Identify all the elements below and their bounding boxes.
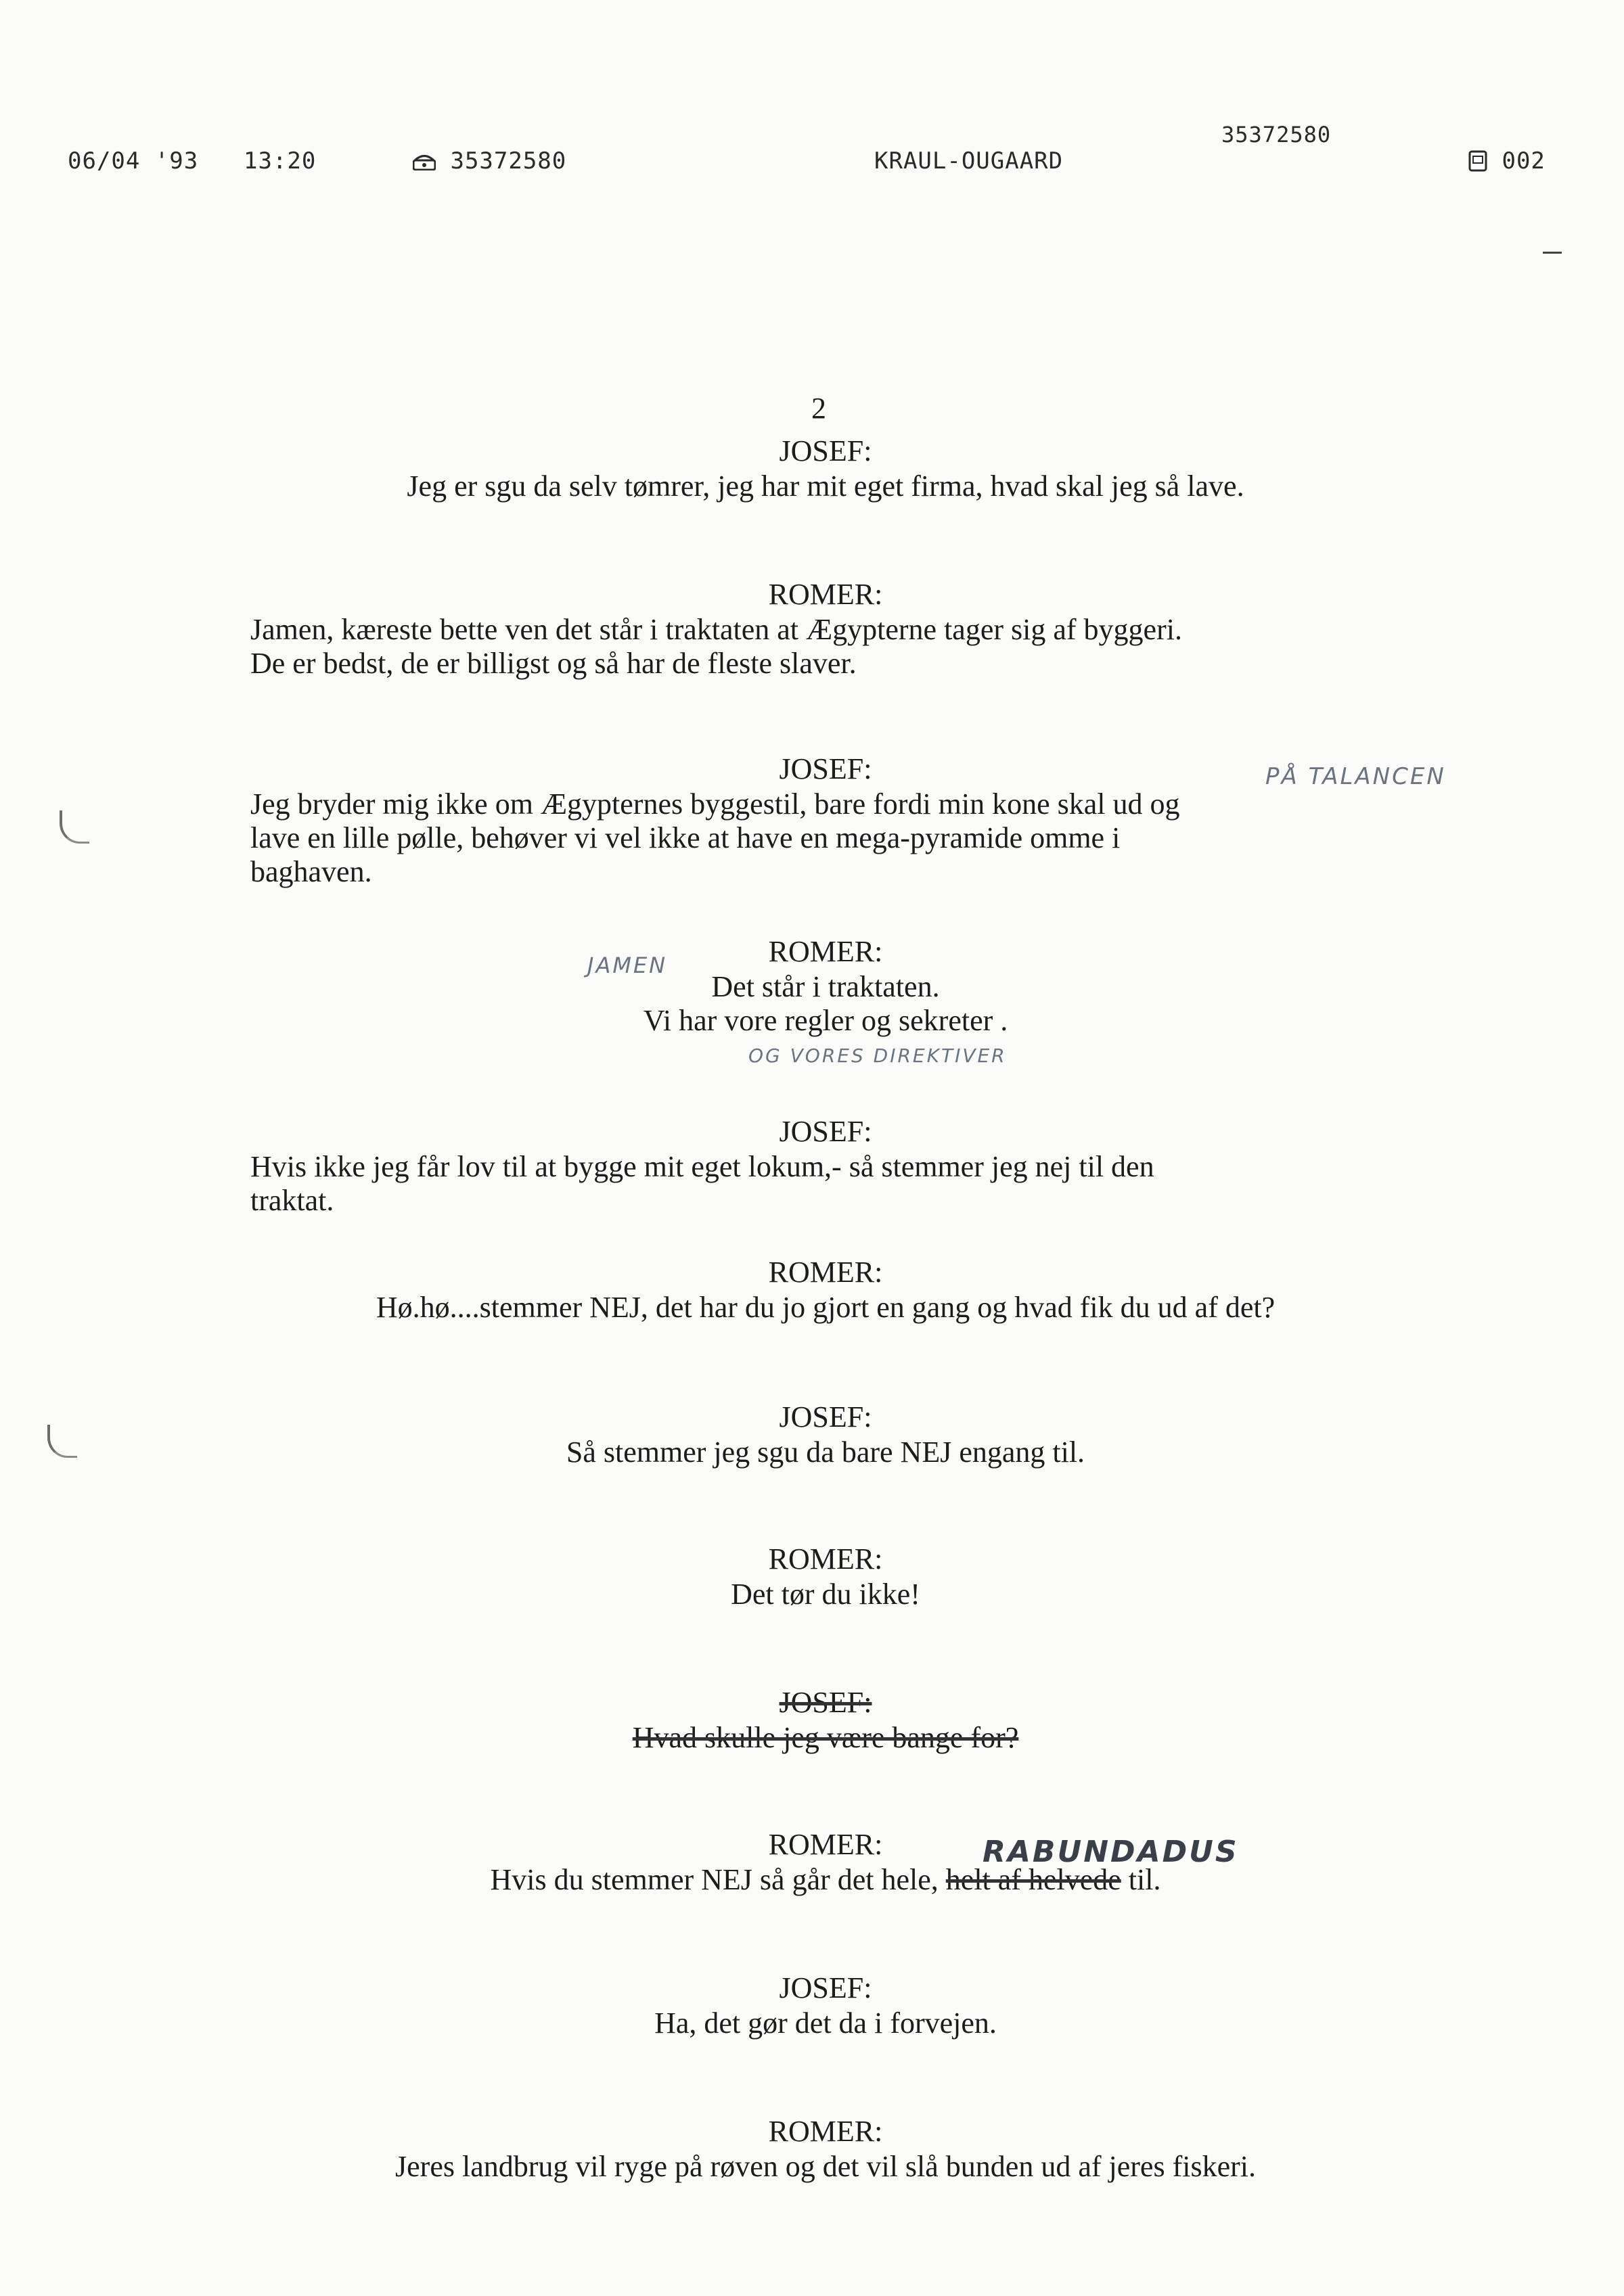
dialogue-block (250, 2113, 1401, 2184)
dialogue-line: Hvis ikke jeg får lov til at bygge mit eget lokum,- så stemmer jeg nej til den (250, 1150, 1154, 1183)
fax-sender: KRAUL-OUGAARD (874, 147, 1064, 175)
dialogue-text: Hvis du stemmer NEJ så går det hele, (490, 1863, 946, 1896)
dialogue-block (250, 1113, 1401, 1218)
speaker-name (250, 1684, 1401, 1721)
dialogue-line: lave en lille pølle, behøver vi vel ikke at have en mega-pyramide omme i (250, 821, 1121, 854)
fax-page-number: 002 (1502, 147, 1546, 175)
handwritten-note: OG VORES DIREKTIVER (748, 1044, 1007, 1067)
dialogue-line: De er bedst, de er billigst og så har de fleste slaver. (250, 647, 857, 680)
dialogue-block (250, 1684, 1401, 1755)
dialogue-line: traktat. (250, 1184, 334, 1217)
handwritten-note: RABUNDADUS (983, 1835, 1239, 1869)
dialogue-block (250, 751, 1401, 889)
dialogue-line: Vi har vore regler og sekreter . (643, 1004, 1008, 1037)
dialogue-line (250, 1721, 1401, 1755)
dialogue-block (250, 1970, 1401, 2040)
dialogue-block (250, 433, 1401, 503)
dialogue-line: Jeg bryder mig ikke om Ægypternes byggestil, bare fordi min kone skal ud og (250, 787, 1180, 821)
dialogue-line: Så stemmer jeg sgu da bare NEJ engang til. (566, 1436, 1085, 1469)
struck-dialogue-line: Hvad skulle jeg være bange for? (632, 1721, 1019, 1754)
dialogue-line: Jamen, kæreste bette ven det står i traktaten at Ægypterne tager sig af byggeri. (250, 613, 1182, 646)
dialogue-line: Jeres landbrug vil ryge på røven og det vil slå bunden ud af jeres fiskeri. (395, 2150, 1256, 2183)
speaker-name: JOSEF: (779, 1400, 872, 1433)
telephone-icon (413, 147, 450, 175)
struck-text: helt af helvede (945, 1863, 1121, 1896)
fax-time: 13:20 (244, 147, 317, 175)
punch-hole (47, 1425, 77, 1458)
struck-speaker-name: JOSEF: (779, 1686, 872, 1719)
handwritten-note: PÅ TALANCEN (1265, 763, 1446, 790)
speaker-name: ROMER: (768, 1828, 883, 1861)
fax-page-icon (1468, 147, 1502, 175)
dialogue-block (250, 934, 1401, 1038)
fax-phone-number: 35372580 (450, 147, 567, 175)
page-number: 2 (811, 392, 826, 425)
dialogue-block (250, 1399, 1401, 1469)
speaker-name: ROMER: (768, 1256, 883, 1289)
fax-top-phone: 35372580 (1221, 122, 1332, 147)
fax-phone (413, 147, 566, 175)
speaker-name: JOSEF: (779, 1115, 872, 1148)
handwritten-note: JAMEN (587, 952, 668, 978)
speaker-name: JOSEF: (779, 752, 872, 785)
speaker-name: JOSEF: (779, 1971, 872, 2004)
dialogue-line: baghaven. (250, 855, 372, 888)
speaker-name: ROMER: (768, 578, 883, 611)
speaker-name: ROMER: (768, 1542, 883, 1576)
margin-mark (1543, 252, 1562, 254)
dialogue-text: til. (1121, 1863, 1161, 1896)
speaker-name: ROMER: (768, 2115, 883, 2148)
fax-date: 06/04 '93 (68, 147, 199, 175)
dialogue-block (250, 1541, 1401, 1611)
dialogue-block (250, 576, 1401, 681)
dialogue-line: Ha, det gør det da i forvejen. (654, 2006, 997, 2040)
punch-hole (60, 810, 89, 844)
dialogue-line: Jeg er sgu da selv tømrer, jeg har mit eget firma, hvad skal jeg så lave. (407, 469, 1244, 503)
fax-page (1468, 147, 1546, 175)
dialogue-line: Hø.hø....stemmer NEJ, det har du jo gjort en gang og hvad fik du ud af det? (376, 1291, 1276, 1324)
dialogue-block (250, 1254, 1401, 1325)
speaker-name: ROMER: (768, 935, 883, 968)
speaker-name: JOSEF: (779, 434, 872, 467)
dialogue-line: Det tør du ikke! (731, 1578, 920, 1611)
dialogue-line: Det står i traktaten. (711, 970, 940, 1003)
